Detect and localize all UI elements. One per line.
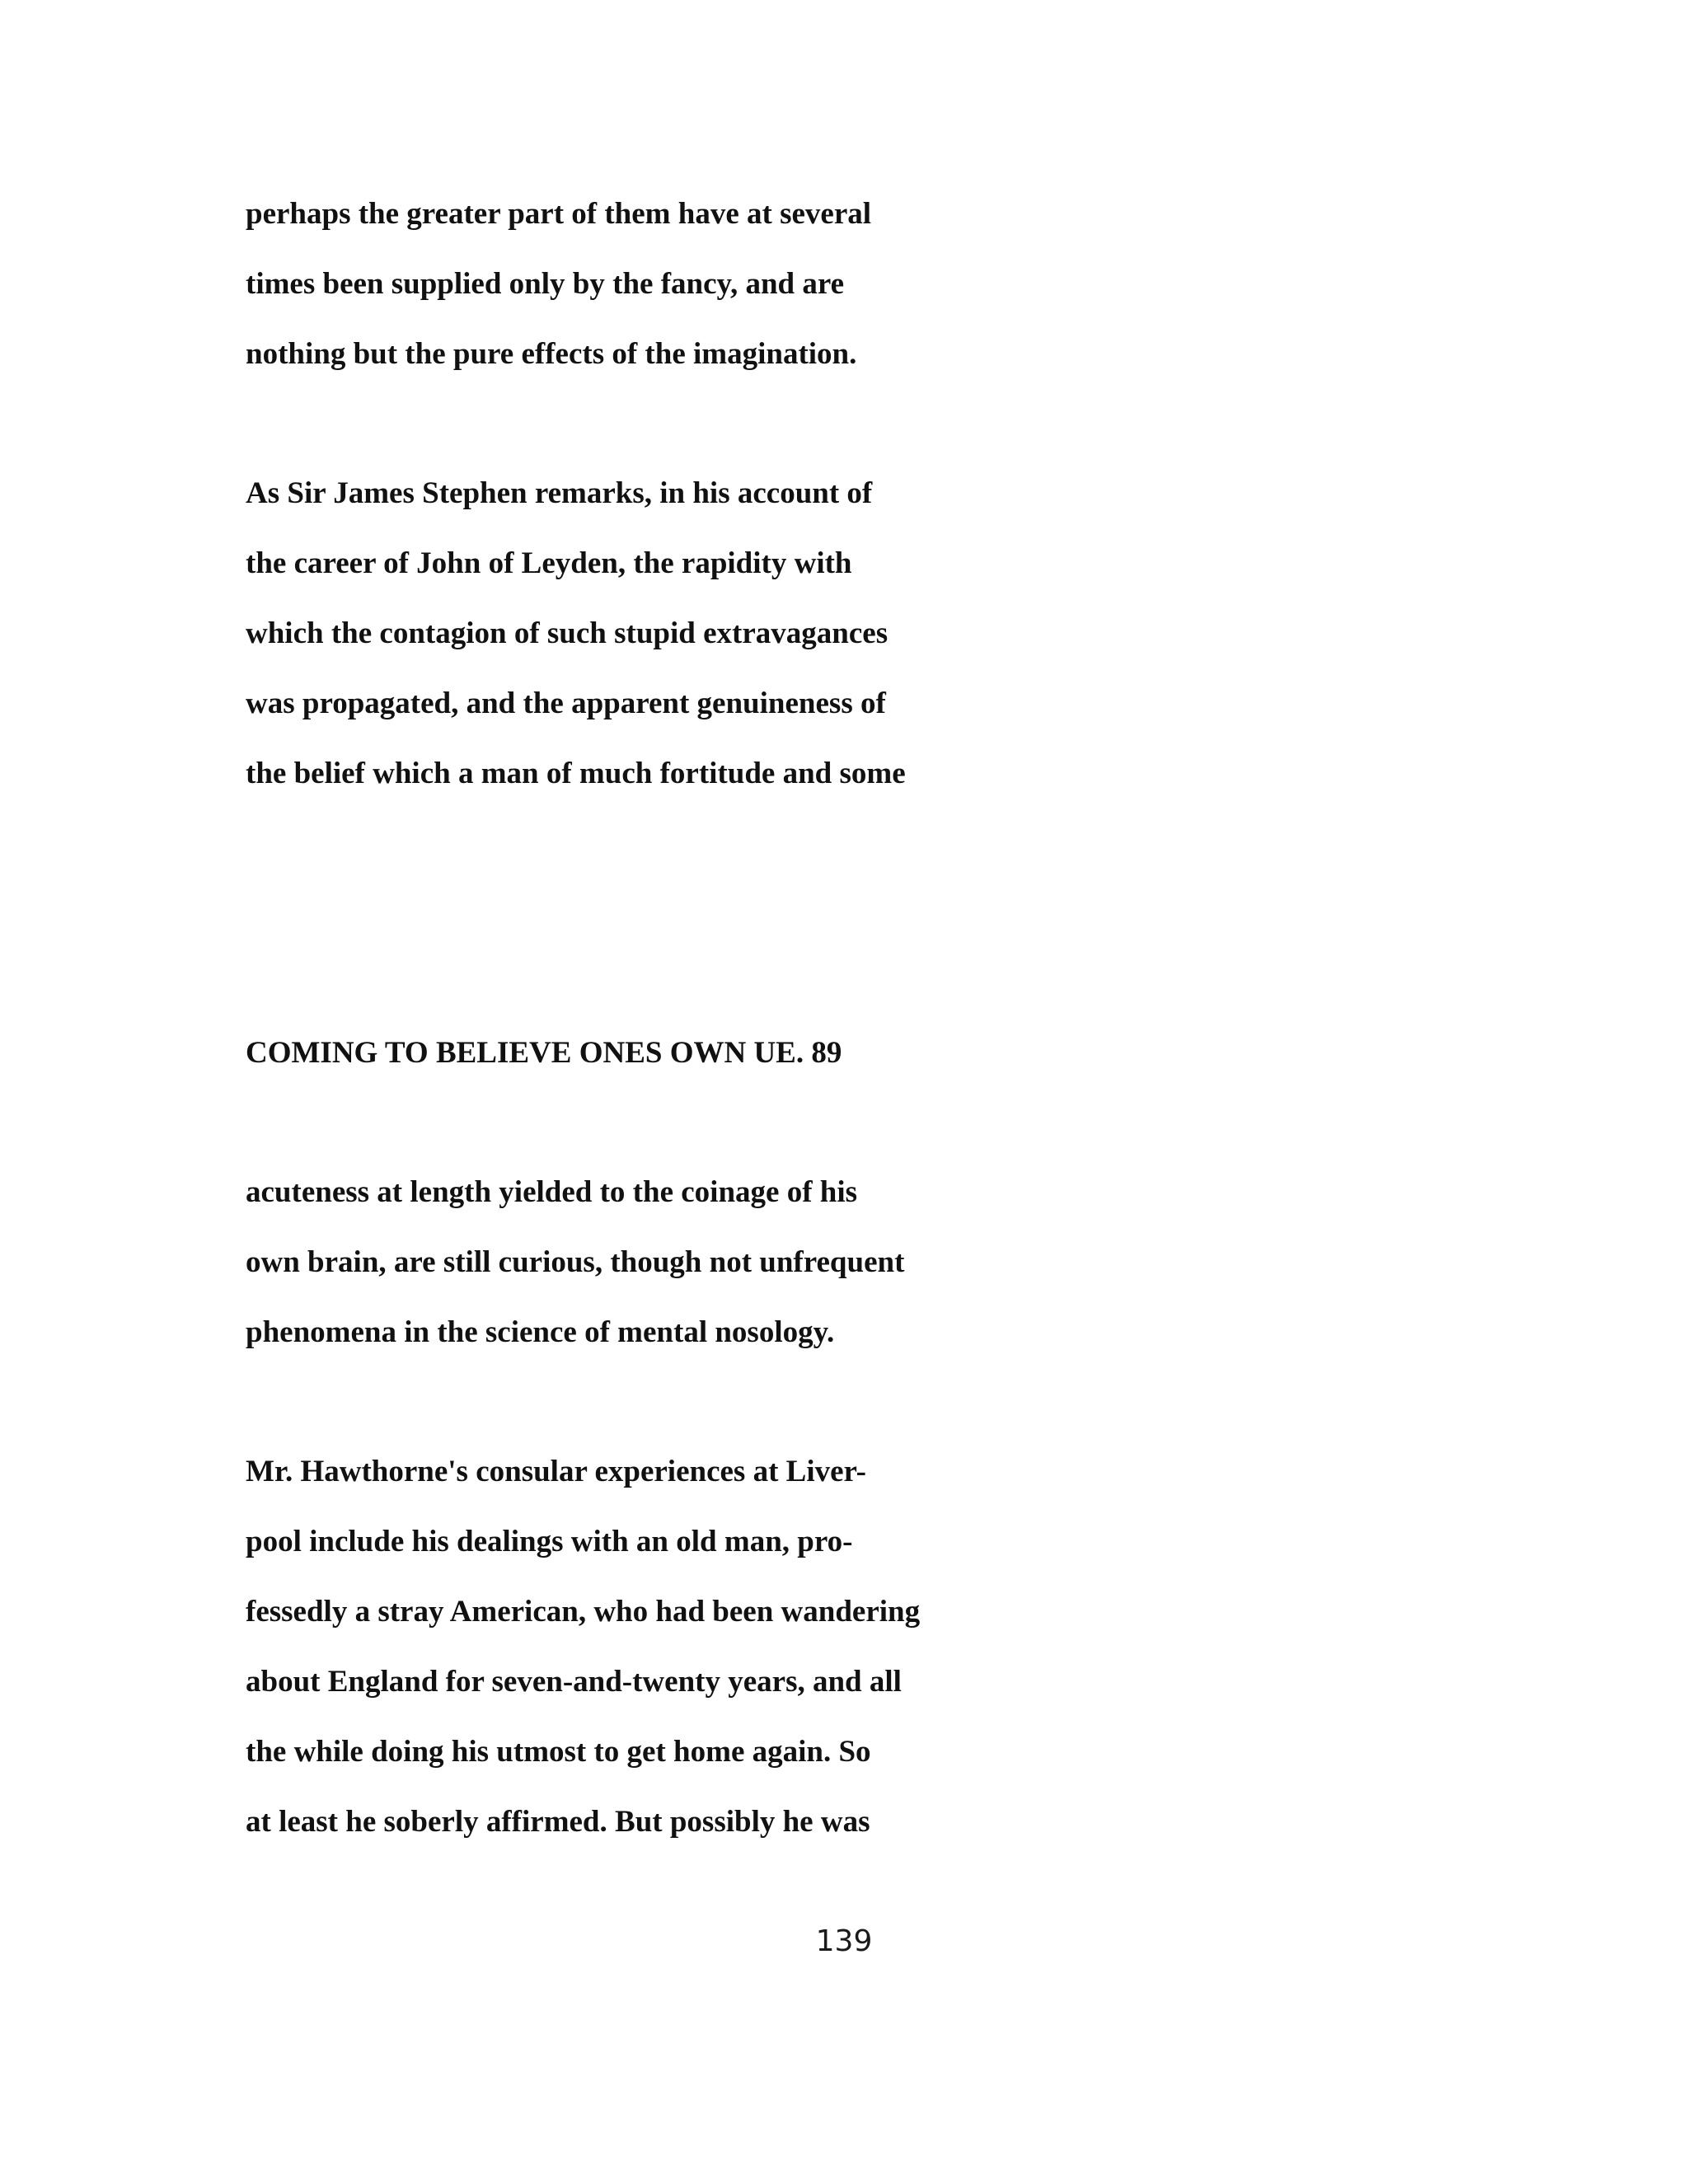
paragraph-line: phenomena in the science of mental nosology. [246,1315,835,1349]
paragraph-line: pool include his dealings with an old man, pro- [246,1525,853,1558]
paragraph-line: at least he soberly affirmed. But possibly he was [246,1805,870,1839]
paragraph-line: times been supplied only by the fancy, and are [246,267,845,301]
paragraph-line: was propagated, and the apparent genuineness of [246,687,886,720]
paragraph-line: the career of John of Leyden, the rapidity with [246,546,852,580]
paragraph-line: perhaps the greater part of them have at several [246,197,872,231]
paragraph-line: the while doing his utmost to get home again. So [246,1735,871,1769]
paragraph-line: acuteness at length yielded to the coinage of his [246,1175,858,1209]
paragraph-line: As Sir James Stephen remarks, in his account of [246,476,873,510]
paragraph-line: own brain, are still curious, though not unfrequent [246,1245,905,1279]
page-number: 139 [815,1924,873,1958]
paragraph-line: Mr. Hawthorne's consular experiences at Liver- [246,1455,866,1488]
paragraph-line: which the contagion of such stupid extravagances [246,616,889,650]
paragraph-line: fessedly a stray American, who had been wandering [246,1595,921,1629]
running-head-text: COMING TO BELIEVE ONES OWN UE. 89 [246,1036,842,1070]
paragraph-line: about England for seven-and-twenty years, and all [246,1665,902,1699]
paragraph-line: the belief which a man of much fortitude and some [246,757,906,790]
paragraph-line: nothing but the pure effects of the imagination. [246,337,857,371]
